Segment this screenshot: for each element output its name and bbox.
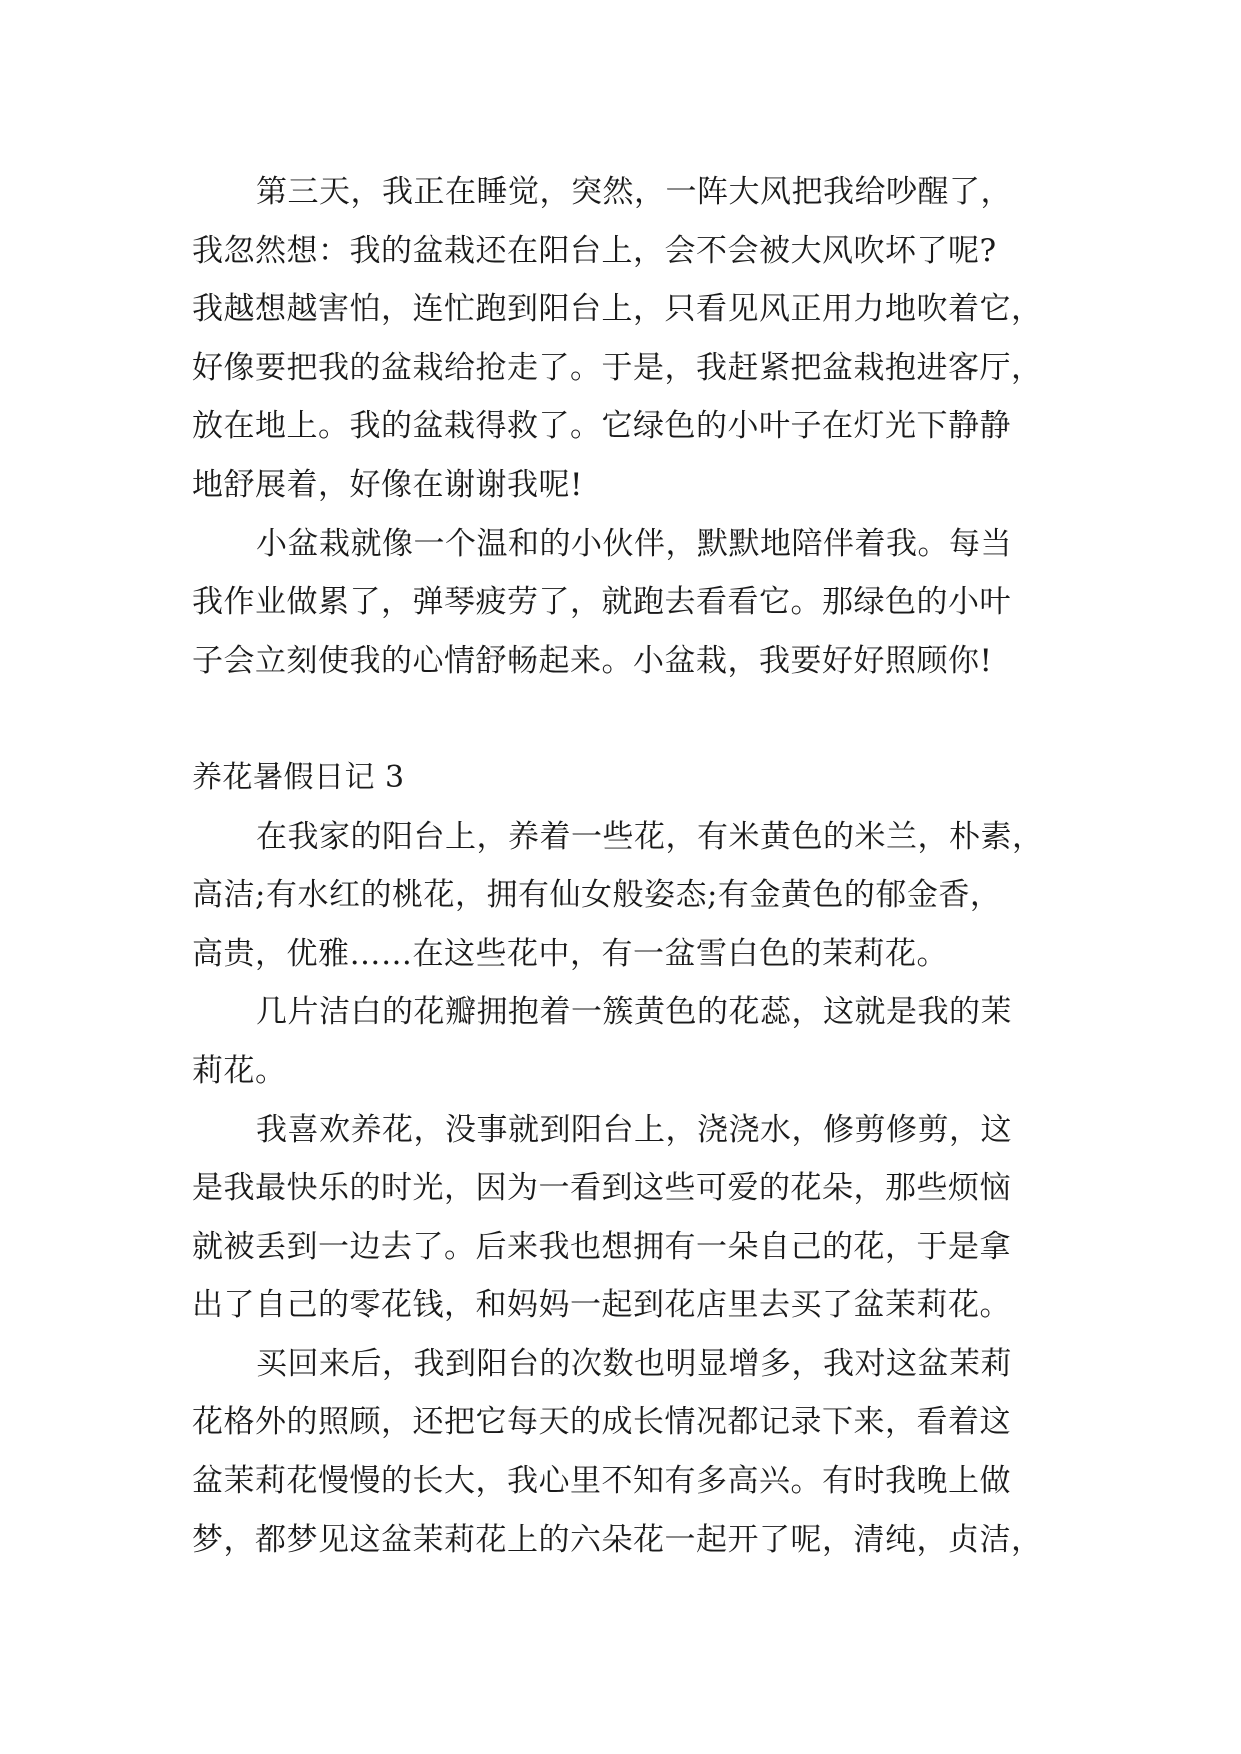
paragraph-jasmine [192, 983, 1057, 1100]
section-gap [192, 690, 1057, 749]
text-line: 我作业做累了，弹琴疲劳了，就跑去看看它。那绿色的小叶 [192, 584, 1011, 621]
text-line: 盆茉莉花慢慢的长大，我心里不知有多高兴。有时我晚上做 [192, 1463, 1011, 1500]
paragraph-companion [192, 515, 1057, 691]
paragraph-hobby [192, 1101, 1057, 1335]
text-line: 是我最快乐的时光，因为一看到这些可爱的花朵，那些烦恼 [192, 1170, 1011, 1207]
text-line: 花格外的照顾，还把它每天的成长情况都记录下来，看着这 [192, 1404, 1011, 1441]
text-line: 梦，都梦见这盆茉莉花上的六朵花一起开了呢，清纯，贞洁， [192, 1521, 1043, 1558]
document-page [192, 163, 1057, 1569]
text-line: 莉花。 [192, 1052, 287, 1089]
text-line: 就被丢到一边去了。后来我也想拥有一朵自己的花，于是拿 [192, 1228, 1011, 1265]
text-line: 小盆栽就像一个温和的小伙伴，默默地陪伴着我。每当 [256, 525, 1012, 562]
text-line: 地舒展着，好像在谢谢我呢! [192, 466, 583, 503]
text-line: 高洁;有水红的桃花，拥有仙女般姿态;有金黄色的郁金香， [192, 877, 1002, 914]
paragraph-balcony [192, 808, 1057, 984]
text-line: 好像要把我的盆栽给抢走了。于是，我赶紧把盆栽抱进客厅， [192, 349, 1043, 386]
section-title: 养花暑假日记 3 [192, 759, 405, 795]
text-line: 在我家的阳台上，养着一些花，有米黄色的米兰，朴素， [256, 818, 1044, 855]
paragraph-care [192, 1335, 1057, 1569]
text-line: 我忽然想：我的盆栽还在阳台上，会不会被大风吹坏了呢? [192, 232, 997, 269]
text-line: 买回来后，我到阳台的次数也明显增多，我对这盆茉莉 [256, 1345, 1012, 1382]
text-line: 高贵，优雅……在这些花中，有一盆雪白色的茉莉花。 [192, 935, 948, 972]
text-line: 子会立刻使我的心情舒畅起来。小盆栽，我要好好照顾你! [192, 642, 993, 679]
paragraph-storm [192, 163, 1057, 515]
text-line: 第三天，我正在睡觉，突然，一阵大风把我给吵醒了， [256, 174, 1012, 210]
text-line: 我越想越害怕，连忙跑到阳台上，只看见风正用力地吹着它， [192, 291, 1043, 328]
text-line: 出了自己的零花钱，和妈妈一起到花店里去买了盆茉莉花。 [192, 1287, 1011, 1324]
text-line: 放在地上。我的盆栽得救了。它绿色的小叶子在灯光下静静 [192, 408, 1011, 445]
text-line: 我喜欢养花，没事就到阳台上，浇浇水，修剪修剪，这 [256, 1111, 1012, 1148]
text-line: 几片洁白的花瓣拥抱着一簇黄色的花蕊，这就是我的茉 [256, 994, 1012, 1031]
